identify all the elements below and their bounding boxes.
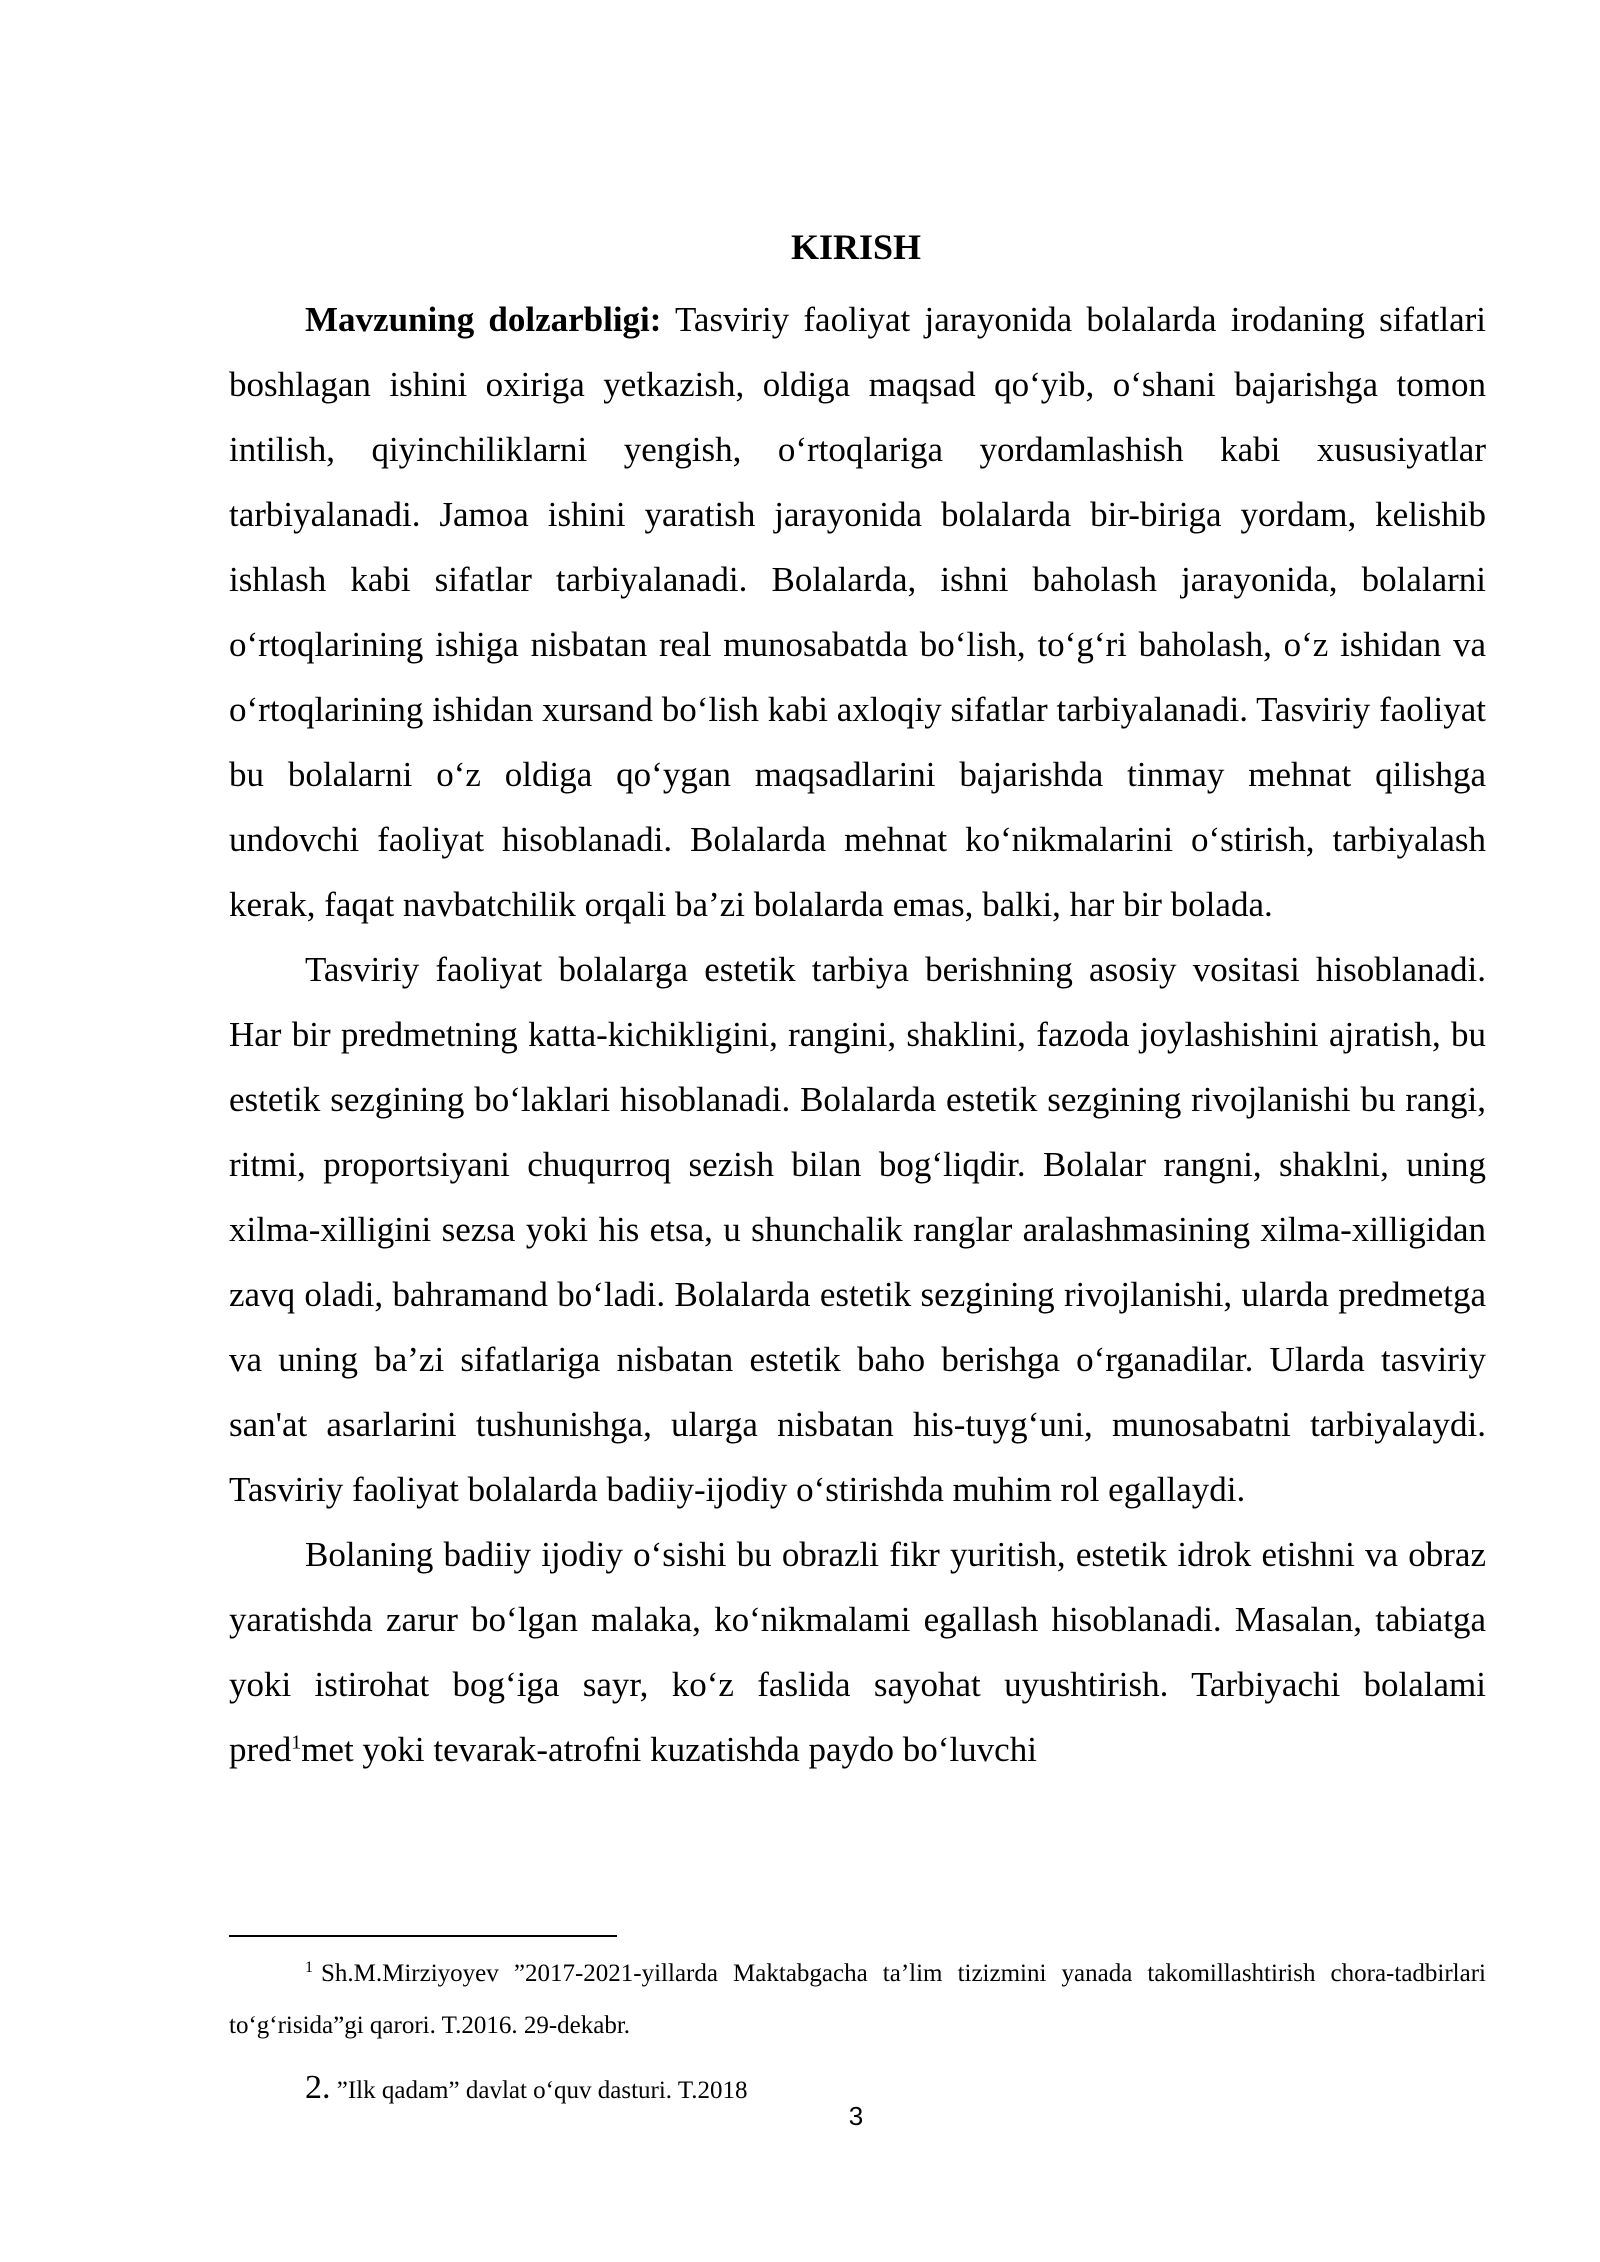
footnote-mark: 1 <box>305 1958 313 1976</box>
footnote-text: Sh.M.Mirziyoyev ”2017-2021-yillarda Maktabgacha ta’lim tizizmini yanada takomillashtirish chora-tadbirlari to‘g‘risida”gi qarori. T.2016. 29-dekabr. <box>229 1960 1486 2039</box>
footnote-separator <box>229 1935 617 1937</box>
paragraph-text: Tasviriy faoliyat jarayonida bolalarda irodaning sifatlari boshlagan ishini oxiriga yetkazish, oldiga maqsad qo‘yib, o‘shani bajarishga tomon intilish, qiyinchiliklarni yengish, o‘rtoqlariga yordamlashish kabi xususiyatlar tarbiyalanadi. Jamoa ishini yaratish jarayonida bolalarda bir-biriga yordam, kelishib ishlash kabi sifatlar tarbiyalanadi. Bolalarda, ishni baholash jarayonida, bolalarni o‘rtoqlarining ishiga nisbatan real munosabatda bo‘lish, to‘g‘ri baholash, o‘z ishidan va o‘rtoqlarining ishidan xursand bo‘lish kabi axloqiy sifatlar tarbiyalanadi. Tasviriy faoliyat bu bolalarni o‘z oldiga qo‘ygan maqsadlarini bajarishda tinmay mehnat qilishga undovchi faoliyat hisoblanadi. Bolalarda mehnat ko‘nikmalarini o‘stirish, tarbiyalash kerak, faqat navbatchilik orqali ba’zi bolalarda emas, balki, har bir bolada. <box>229 300 1486 924</box>
body-text <box>229 287 1486 1782</box>
page-number: 3 <box>848 2101 864 2131</box>
footnote-text: ”Ilk qadam” davlat o‘quv dasturi. T.2018 <box>330 2077 748 2104</box>
paragraph-aesthetic <box>229 937 1486 1522</box>
relevance-heading: Mavzuning dolzarbligi: <box>305 300 662 339</box>
page-title: KIRISH <box>790 227 922 267</box>
paragraph-text: met yoki tevarak-atrofni kuzatishda paydo bo‘luvchi <box>301 1730 1037 1769</box>
paragraph-text: Tasviriy faoliyat bolalarga estetik tarbiya berishning asosiy vositasi hisoblanadi. Har bir predmetning katta-kichikligini, rangini, shaklini, fazoda joylashishini ajratish, bu estetik sezgining bo‘laklari hisoblanadi. Bolalarda estetik sezgining rivojlanishi bu rangi, ritmi, proportsiyani chuqurroq sezish bilan bog‘liqdir. Bolalar rangni, shaklni, uning xilma-xilligini sezsa yoki his etsa, u shunchalik ranglar aralashmasining xilma-xilligidan zavq oladi, bahramand bo‘ladi. Bolalarda estetik sezgining rivojlanishi, ularda predmetga va uning ba’zi sifatlariga nisbatan estetik baho berishga o‘rganadilar. Ularda tasviriy san'at asarlarini tushunishga, ularga nisbatan his-tuyg‘uni, munosabatni tarbiyalaydi. Tasviriy faoliyat bolalarda badiiy-ijodiy o‘stirishda muhim rol egallaydi. <box>229 950 1486 1509</box>
footnote-reference[interactable]: 1 <box>291 1731 302 1754</box>
paragraph-relevance <box>229 287 1486 937</box>
footnote-1 <box>229 1948 1486 2052</box>
footnote-mark: 2. <box>305 2069 331 2106</box>
paragraph-text: Bolaning badiiy ijodiy o‘sishi bu obrazli fikr yuritish, estetik idrok etishni va obraz yaratishda zarur bo‘lgan malaka, ko‘nikmalami egallash hisoblanadi. Masalan, tabiatga yoki istirohat bog‘iga sayr, ko‘z faslida sayohat uyushtirish. Tarbiyachi bolalami pred <box>229 1535 1486 1769</box>
footnotes <box>229 1948 1486 2117</box>
paragraph-creative <box>229 1522 1486 1782</box>
